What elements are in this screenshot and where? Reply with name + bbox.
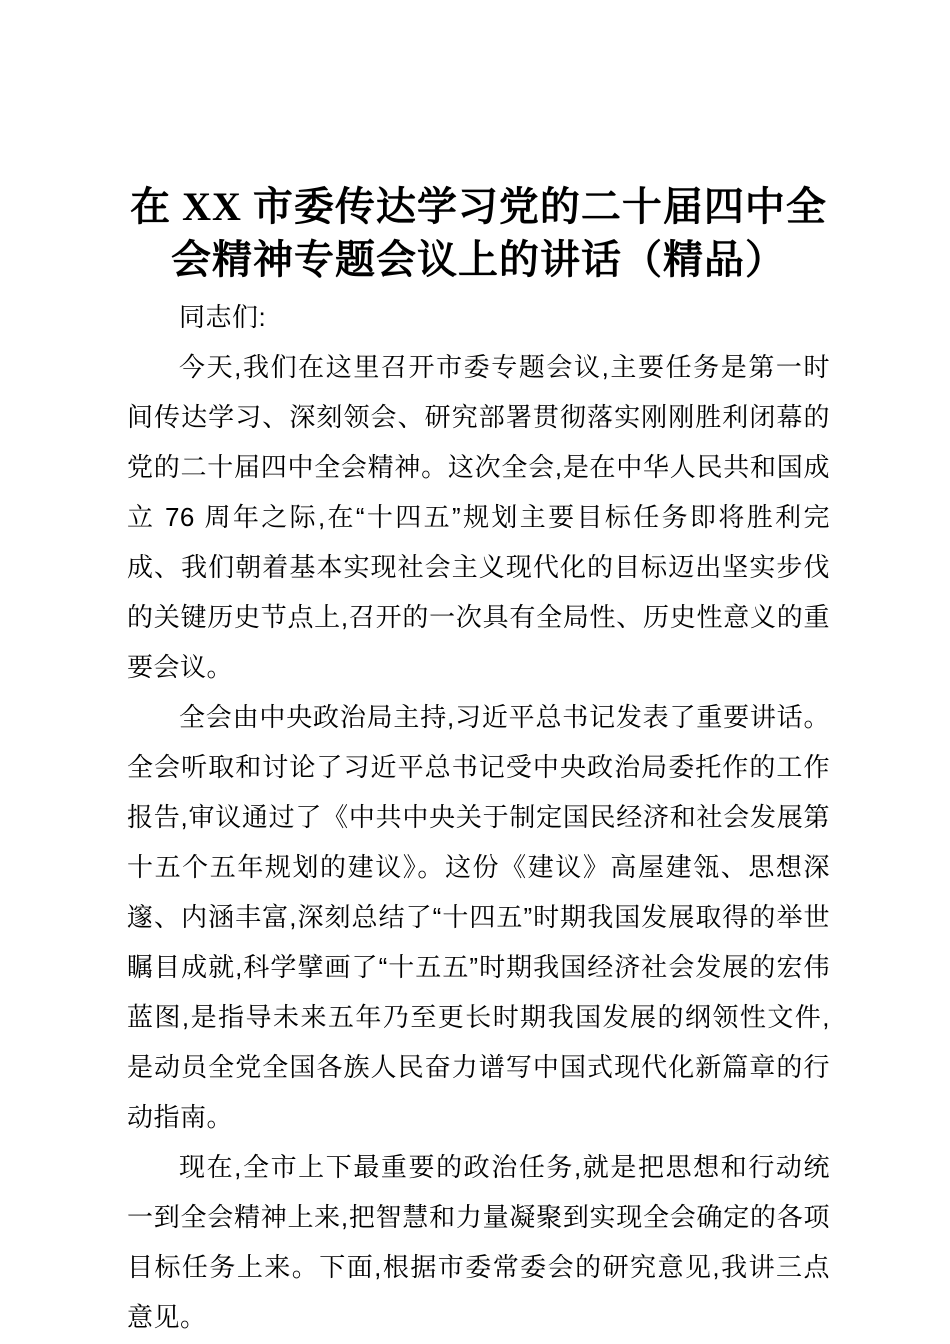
- paragraph: 今天,我们在这里召开市委专题会议,主要任务是第一时间传达学习、深刻领会、研究部署贯彻落实刚刚胜利闭幕的党的二十届四中全会精神。这次全会,是在中华人民共和国成立 76 周年之际,在“十四五”规划主要目标任务即将胜利完成、我们朝着基本实现社会主义现代化的目标迈出坚实步伐的关键历史节点上,召开的一次具有全局性、历史性意义的重要会议。: [127, 352, 830, 682]
- paragraph-salutation: 同志们:: [179, 302, 267, 332]
- paragraph: 现在,全市上下最重要的政治任务,就是把思想和行动统一到全会精神上来,把智慧和力量凝聚到实现全会确定的各项目标任务上来。下面,根据市委常委会的研究意见,我讲三点意见。: [127, 1152, 830, 1332]
- document-body: [127, 292, 830, 1342]
- document-title: 在 XX 市委传达学习党的二十届四中全会精神专题会议上的讲话（精品）: [130, 184, 827, 282]
- paragraph: 全会由中央政治局主持,习近平总书记发表了重要讲话。全会听取和讨论了习近平总书记受中央政治局委托作的工作报告,审议通过了《中共中央关于制定国民经济和社会发展第十五个五年规划的建议》。这份《建议》高屋建瓴、思想深邃、内涵丰富,深刻总结了“十四五”时期我国发展取得的举世瞩目成就,科学擘画了“十五五”时期我国经济社会发展的宏伟蓝图,是指导未来五年乃至更长时期我国发展的纲领性文件,是动员全党全国各族人民奋力谱写中国式现代化新篇章的行动指南。: [127, 702, 830, 1132]
